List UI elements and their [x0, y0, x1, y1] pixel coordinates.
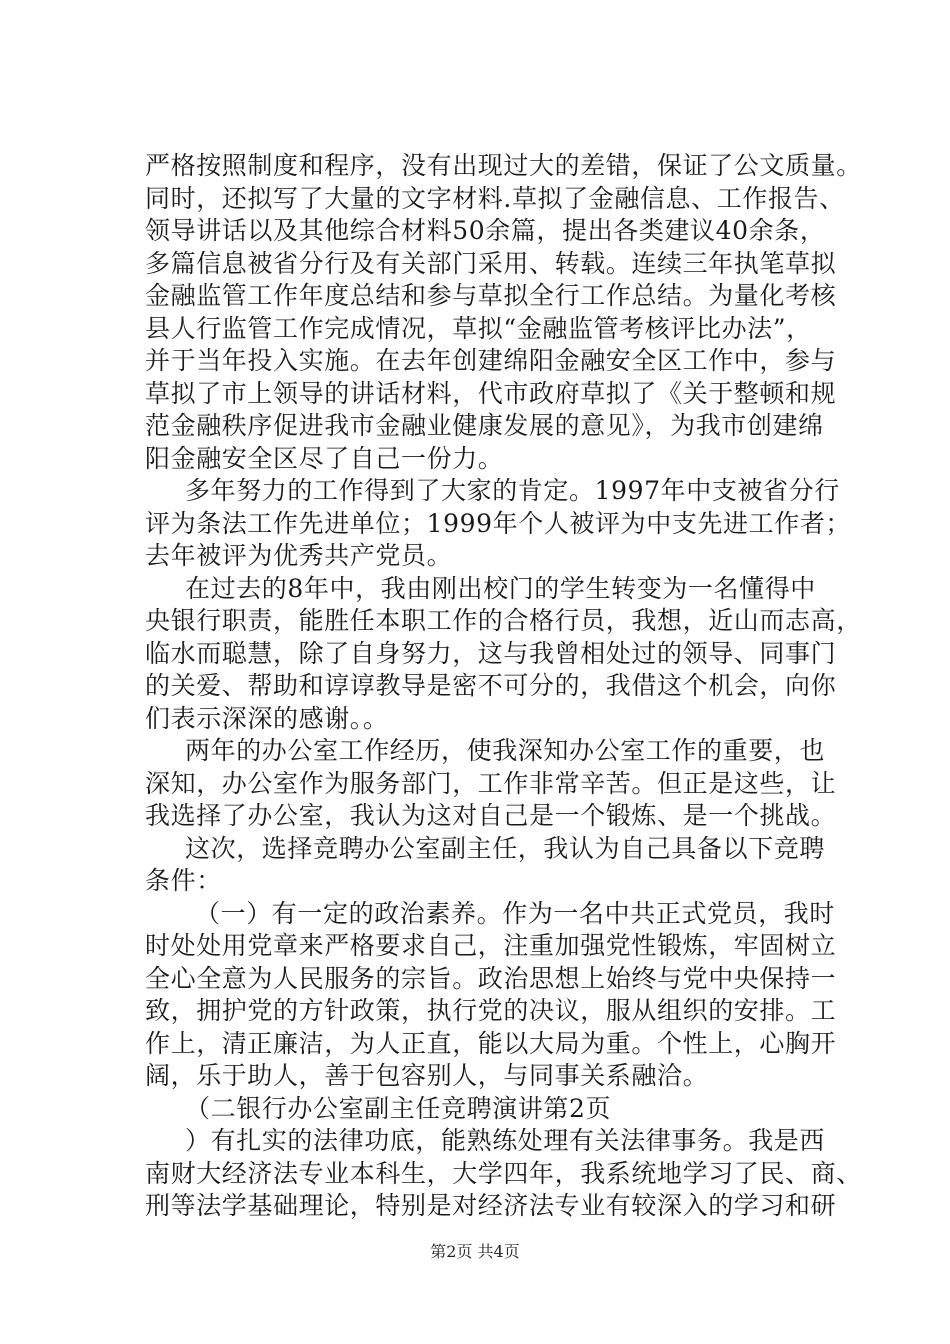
page-number-footer: 第2页 共4页: [430, 1242, 520, 1261]
text-line: 并于当年投入实施。在去年创建绵阳金融安全区工作中，参与: [145, 346, 837, 375]
text-line: 的关爱、帮助和谆谆教导是密不可分的，我借这个机会，向你: [145, 671, 837, 700]
text-line: 县人行监管工作完成情况，草拟“金融监管考核评比办法”，: [145, 313, 812, 343]
paragraph-start: 多年努力的工作得到了大家的肯定。1997年中支被省分行: [185, 476, 840, 505]
text-line: 严格按照制度和程序，没有出现过大的差错，保证了公文质量。: [145, 151, 862, 180]
text-line: 领导讲话以及其他综合材料50余篇，提出各类建议40余条，: [145, 216, 826, 245]
text-line: 阳金融安全区尽了自己一份力。: [145, 443, 504, 473]
paragraph-start: （二银行办公室副主任竞聘演讲第2页: [185, 1093, 612, 1123]
paragraph-start: 这次，选择竞聘办公室副主任，我认为自己具备以下竞聘: [185, 833, 826, 863]
paragraph-start: 在过去的8年中，我由刚出校门的学生转变为一名懂得中: [185, 573, 816, 603]
text-line: 去年被评为优秀共产党员。: [145, 541, 453, 570]
text-line: 南财大经济法专业本科生，大学四年，我系统地学习了民、商、: [145, 1158, 862, 1188]
text-line: 全心全意为人民服务的宗旨。政治思想上始终与党中央保持一: [145, 963, 837, 993]
text-line: 多篇信息被省分行及有关部门采用、转载。连续三年执笔草拟: [145, 248, 837, 278]
text-line: 作上，清正廉洁，为人正直，能以大局为重。个性上，心胸开: [145, 1028, 837, 1058]
text-line: 临水而聪慧，除了自身努力，这与我曾相处过的领导、同事门: [145, 638, 837, 668]
text-line: 央银行职责，能胜任本职工作的合格行员，我想，近山而志高，: [145, 606, 862, 635]
text-line: 阔，乐于助人，善于包容别人，与同事关系融洽。: [145, 1061, 709, 1090]
text-line: 金融监管工作年度总结和参与草拟全行工作总结。为量化考核: [145, 281, 837, 310]
text-line: 刑等法学基础理论，特别是对经济法专业有较深入的学习和研: [145, 1191, 837, 1220]
text-line: 深知，办公室作为服务部门，工作非常辛苦。但正是这些，让: [145, 768, 837, 798]
text-line: 们表示深深的感谢。。: [145, 703, 389, 733]
text-line: 我选择了办公室，我认为这对自己是一个锻炼、是一个挑战。: [145, 801, 837, 830]
paragraph-start: ）有扎实的法律功底，能熟练处理有关法律事务。我是西: [185, 1126, 826, 1155]
text-line: 范金融秩序促进我市金融业健康发展的意见》，为我市创建绵: [145, 411, 824, 440]
paragraph-start: 两年的办公室工作经历，使我深知办公室工作的重要，也: [185, 736, 826, 765]
text-line: 同时，还拟写了大量的文字材料.草拟了金融信息、工作报告、: [145, 183, 845, 213]
text-line: 评为条法工作先进单位；1999年个人被评为中支先进工作者；: [145, 508, 852, 538]
document-body: [145, 150, 862, 1223]
text-line: 草拟了市上领导的讲话材料，代市政府草拟了《关于整顿和规: [145, 378, 837, 408]
text-line: 时处处用党章来严格要求自己，注重加强党性锻炼，牢固树立: [145, 931, 837, 960]
text-line: 条件：: [145, 866, 222, 895]
paragraph-start: （一）有一定的政治素养。作为一名中共正式党员，我时: [195, 898, 836, 928]
text-line: 致，拥护党的方针政策，执行党的决议，服从组织的安排。工: [145, 996, 837, 1025]
